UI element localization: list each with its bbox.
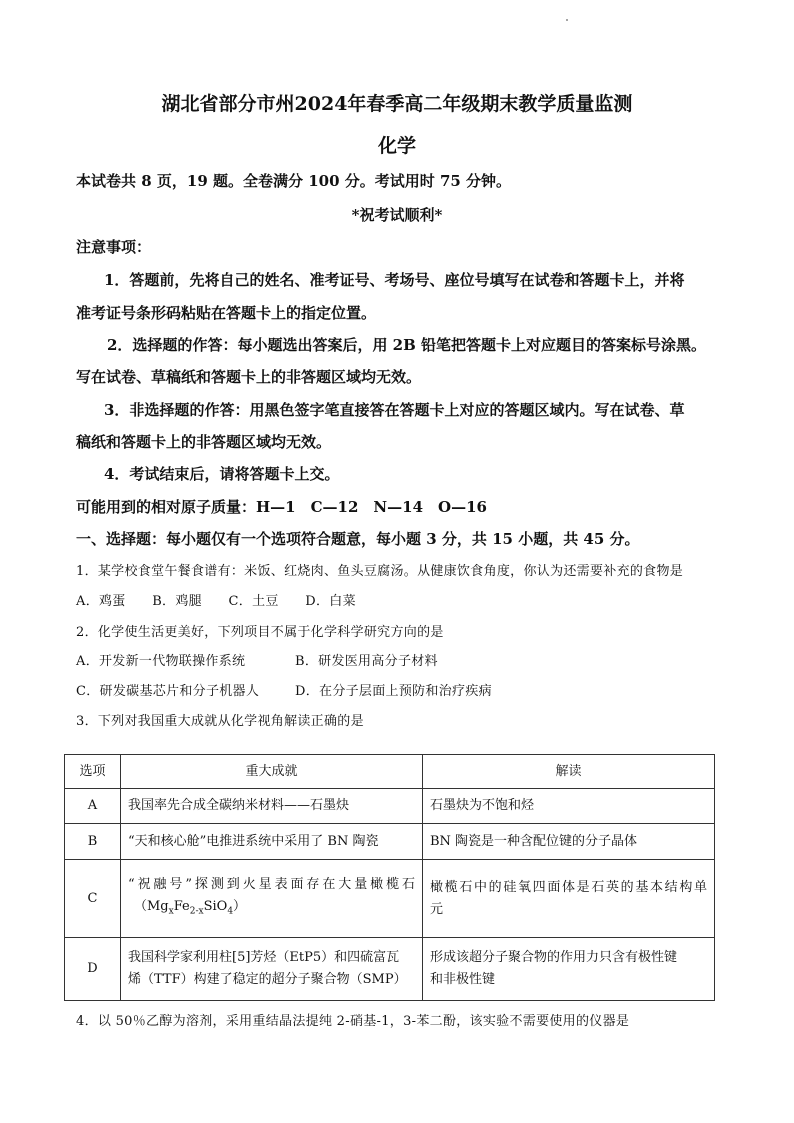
table-row-d (65, 938, 715, 1001)
page-corner-dot (566, 19, 568, 21)
row-c-achievement (121, 860, 423, 938)
row-c-label: C (65, 860, 121, 938)
row-c-interp-line-2: 元 (430, 901, 444, 917)
q4-stem: 4．以 50％乙醇为溶剂，采用重结晶法提纯 2-硝基-1，3-苯二酚，该实验不需要使用的仪器是 (76, 1014, 630, 1029)
note-1-line-2: 准考证号条形码粘贴在答题卡上的指定位置。 (76, 304, 377, 322)
table-row-b (65, 824, 715, 860)
header-achievement: 重大成就 (121, 755, 423, 789)
good-luck-line: *祝考试顺利* (351, 206, 443, 224)
row-d-interpretation (423, 938, 715, 1001)
table-row-a (65, 789, 715, 824)
q1-stem: 1．某学校食堂午餐食谱有：米饭、红烧肉、鱼头豆腐汤。从健康饮食角度，你认为还需要补充的食物是 (76, 564, 684, 579)
q3-table (64, 754, 715, 1001)
row-d-achievement-line-2: 烯（TTF）构建了稳定的超分子聚合物（SMP） (128, 972, 407, 987)
row-c-achievement-line-1: “祝融号”探测到火星表面存在大量橄榄石 (128, 877, 415, 893)
header-option: 选项 (65, 755, 121, 789)
q2-option-c: C．研发碳基芯片和分子机器人 (76, 684, 260, 699)
row-d-interp-line-1: 形成该超分子聚合物的作用力只含有极性键 (430, 950, 678, 965)
q2-stem: 2．化学使生活更美好，下列项目不属于化学科学研究方向的是 (76, 625, 444, 640)
table-row-c (65, 860, 715, 938)
row-c-interpretation (423, 860, 715, 938)
subject-title: 化学 (377, 135, 416, 157)
note-3-line-1: 3．非选择题的作答：用黑色签字笔直接答在答题卡上对应的答题区域内。写在试卷、草 (104, 401, 685, 419)
row-b-achievement: “天和核心舱”电推进系统中采用了 BN 陶瓷 (121, 824, 423, 860)
row-c-interp-line-1: 橄榄石中的硅氧四面体是石英的基本结构单 (430, 879, 707, 895)
q3-stem: 3．下列对我国重大成就从化学视角解读正确的是 (76, 714, 364, 729)
header-interpretation: 解读 (423, 755, 715, 789)
table-header-row (65, 755, 715, 789)
notice-title: 注意事项： (76, 238, 152, 256)
atomic-mass-line: 可能用到的相对原子质量：H—1 C—12 N—14 O—16 (76, 498, 487, 516)
row-a-interpretation: 石墨炔为不饱和烃 (423, 789, 715, 824)
q1-options: A．鸡蛋 B．鸡腿 C．土豆 D．白菜 (76, 594, 356, 609)
note-3-line-2: 稿纸和答题卡上的非答题区域均无效。 (76, 433, 332, 451)
q2-option-d: D．在分子层面上预防和治疗疾病 (295, 684, 492, 699)
note-4: 4．考试结束后，请将答题卡上交。 (104, 465, 340, 483)
olivine-formula: $(Mg_xFe_{2-x}SiO_4)$ (134, 899, 247, 917)
q2-option-a: A．开发新一代物联操作系统 (76, 654, 246, 669)
row-a-achievement: 我国率先合成全碳纳米材料——石墨炔 (121, 789, 423, 824)
row-b-label: B (65, 824, 121, 860)
row-d-label: D (65, 938, 121, 1001)
row-d-achievement (121, 938, 423, 1001)
row-d-achievement-line-1: 我国科学家利用柱[5]芳烃（EtP5）和四硫富瓦 (128, 950, 400, 965)
note-1-line-1: 1．答题前，先将自己的姓名、准考证号、考场号、座位号填写在试卷和答题卡上，并将 (104, 271, 685, 289)
row-b-interpretation: BN 陶瓷是一种含配位键的分子晶体 (423, 824, 715, 860)
exam-title: 湖北省部分市州2024年春季高二年级期末教学质量监测 (161, 93, 633, 115)
note-2-line-2: 写在试卷、草稿纸和答题卡上的非答题区域均无效。 (76, 368, 422, 386)
note-2-line-1: 2．选择题的作答：每小题选出答案后，用 2B 铅笔把答题卡上对应题目的答案标号涂黑。 (107, 336, 707, 354)
row-a-label: A (65, 789, 121, 824)
row-d-interp-line-2: 和非极性键 (430, 972, 496, 987)
q2-option-b: B．研发医用高分子材料 (295, 654, 438, 669)
exam-info: 本试卷共 8 页，19 题。全卷满分 100 分。考试用时 75 分钟。 (76, 172, 512, 190)
section-1-title: 一、选择题：每小题仅有一个选项符合题意，每小题 3 分，共 15 小题，共 45 分。 (76, 530, 640, 548)
